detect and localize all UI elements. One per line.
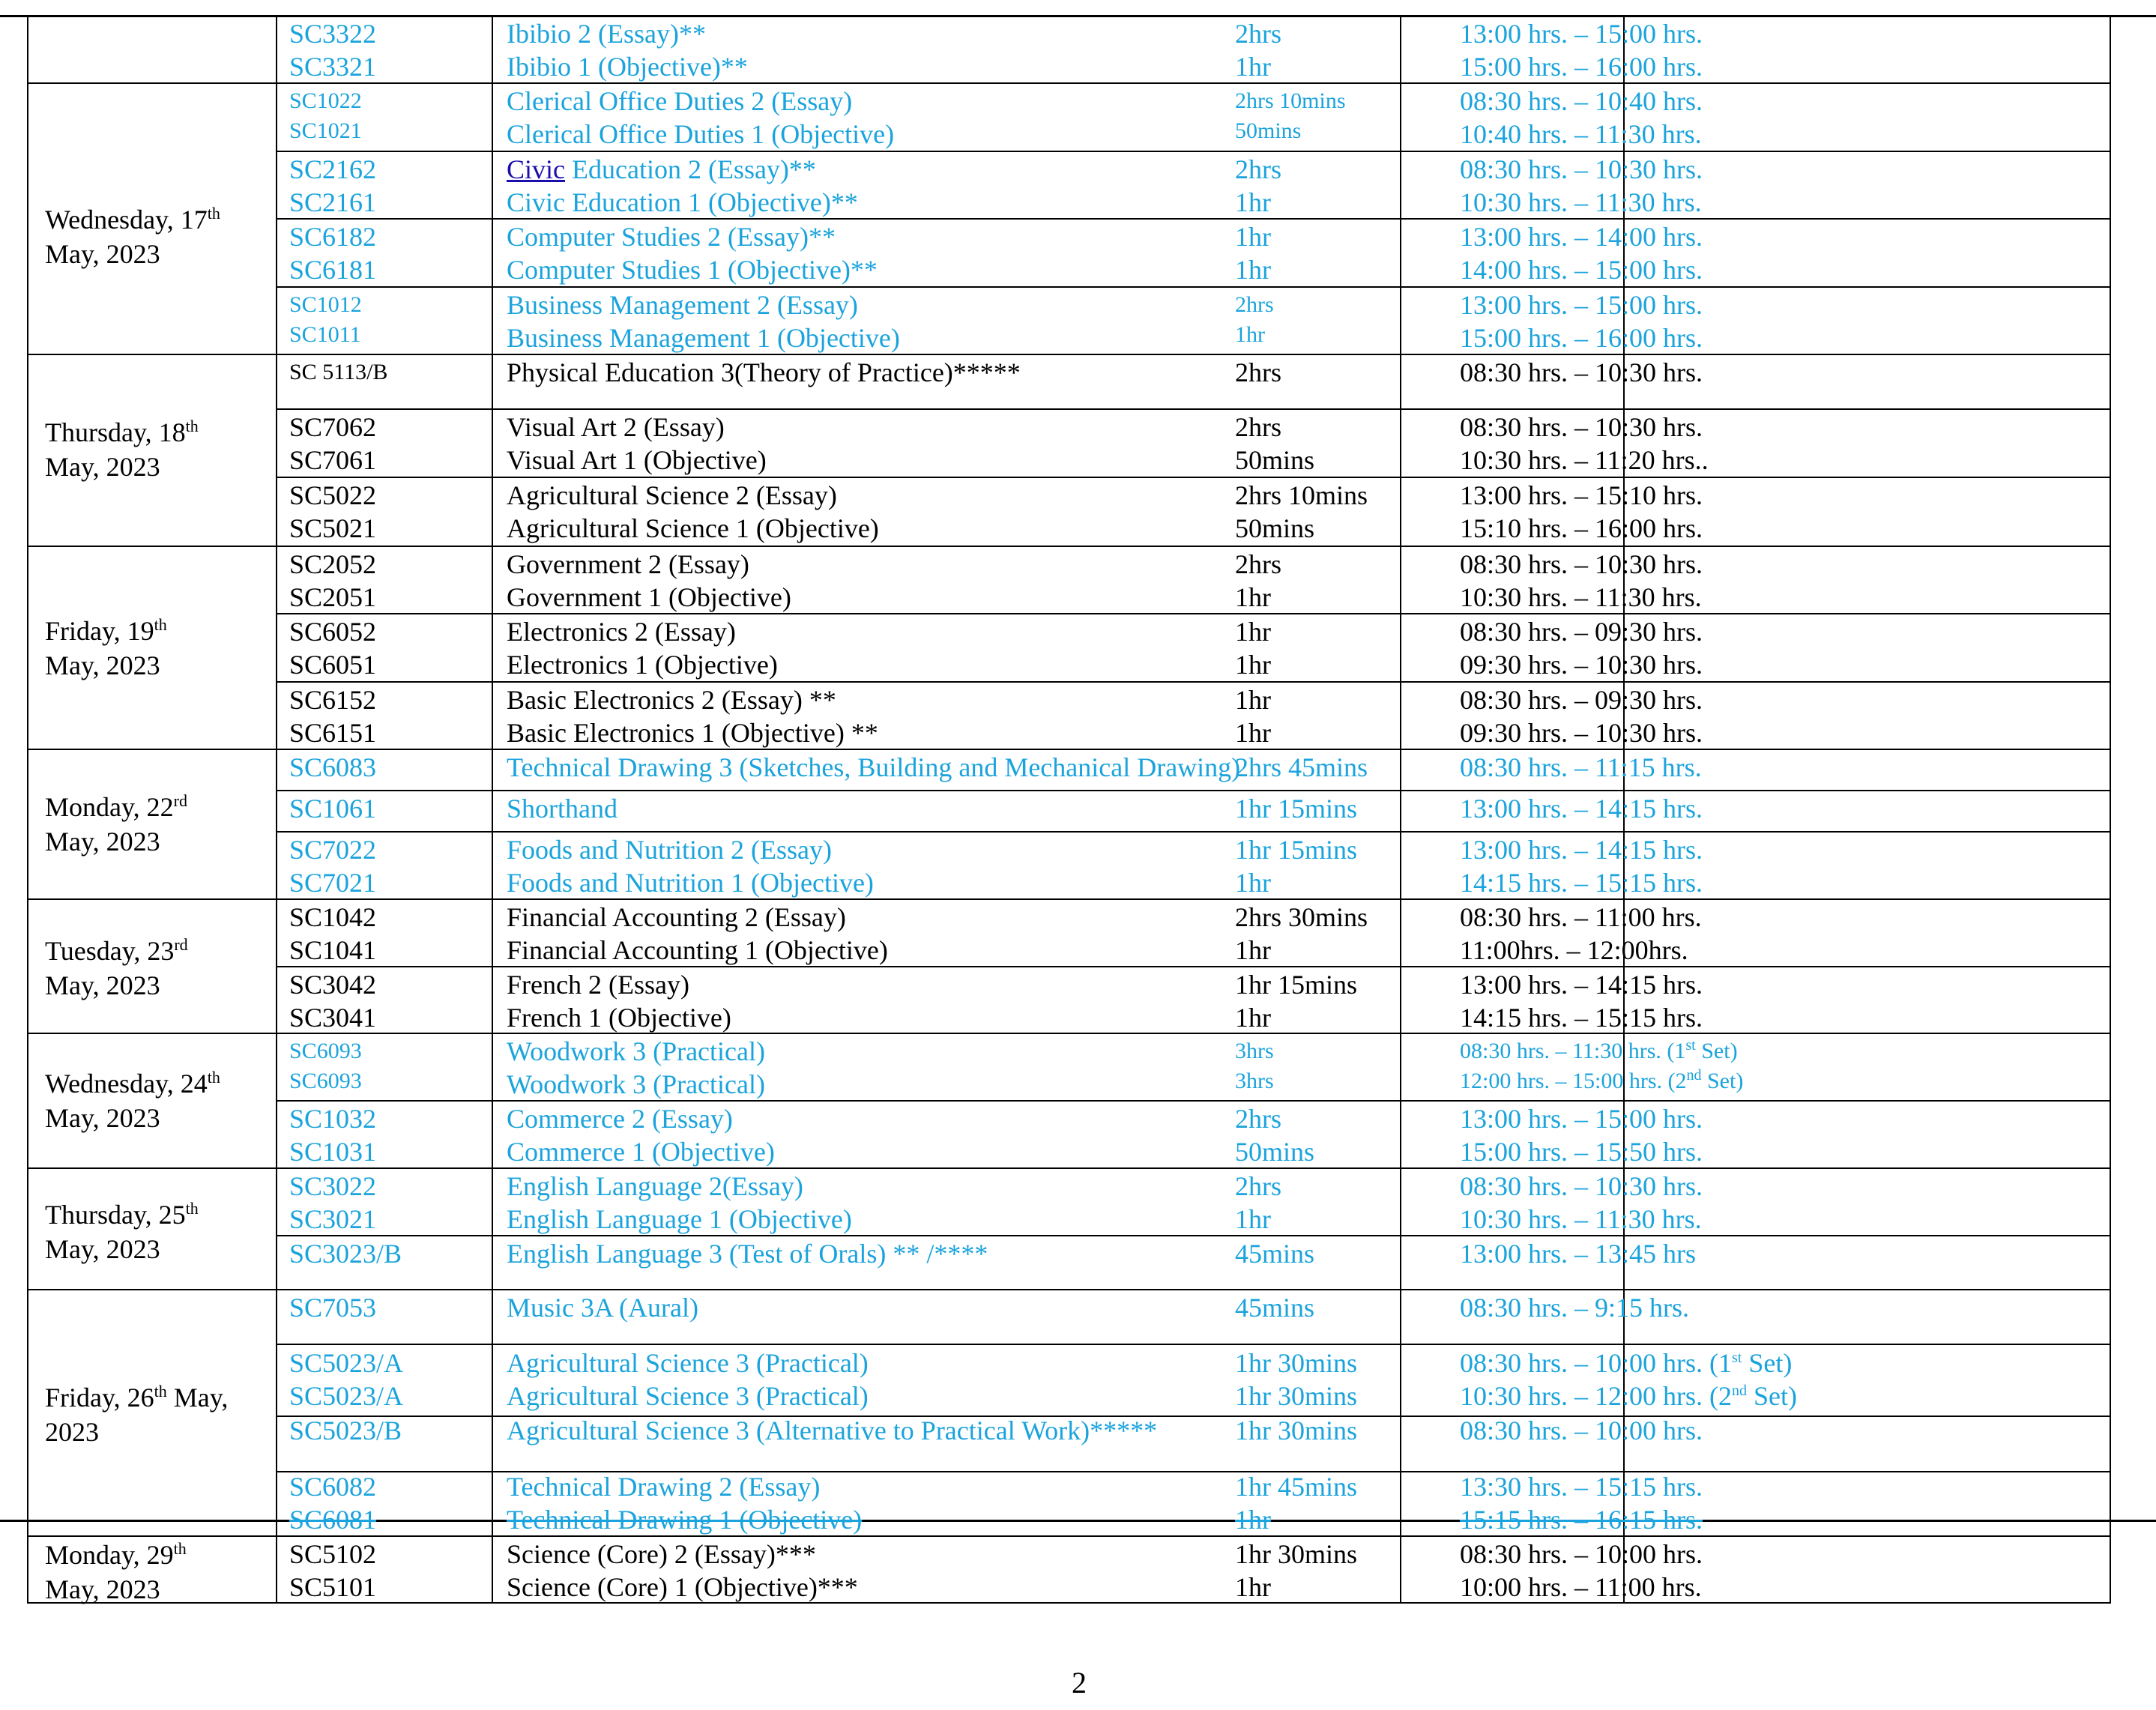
day-thursday-18: Thursday, 18th May, 2023 [45, 417, 199, 482]
row-divider [276, 151, 2110, 152]
civic-link[interactable]: Civic [507, 154, 565, 184]
row-divider [276, 408, 2110, 410]
col-divider-code [492, 16, 493, 1602]
col-divider-day [276, 16, 277, 1602]
exam-timetable: Wednesday, 17th May, 2023 Thursday, 18th May, 2023 Friday, 19th May, 2023 Monday, 22rd May, 2023 Tuesday, 23rd May, 2023 Wednesday, 24th May, 2023 Thursday, 25th May, 2023 Friday, 26th May, 2023 Monday, 29th May, 2023 SC3322 SC3321 Ibibio 2 (Essay)** Ibibio 1 (Objective)** 2hrs 1hr 13:00 hrs. – 15:00 hrs. 15:00 hrs. – 16:00 hrs. SC1022 SC1021 Clerical Office Duties 2 (Essay) Clerical Office Duties 1 (Objective) 2hrs 10mins 50mins 08:30 hrs. – 10:40 hrs. 10:40 hrs. – 11:30 hrs. SC2162 SC2161 Civic Education 2 (Essay)** Civic Education 1 (Objective)** 2hrs 1hr 08:30 hrs. – 10:30 hrs. 10:30 hrs. – 11:30 hrs. SC6182 SC6181 Computer Studies 2 (Essay)** Computer Studies 1 (Objective)** 1hr 1hr 13:00 hrs. – 14:00 hrs. 14:00 hrs. – 15:00 hrs. SC1012 SC1011 Business Management 2 (Essay) Business Management 1 (Objective) 2hrs 1hr 13:00 hrs. – 15:00 hrs. 15:00 hrs. – 16:00 hrs. SC 5113/B Physical Education 3(Theory of Practice)***** 2hrs 08:30 hrs. – 10:30 hrs. SC7062 SC7061 Visual Art 2 (Essay) Visual Art 1 (Objective) 2hrs 50mins 08:30 hrs. – 10:30 hrs. 10:30 hrs. – 11:20 hrs.. SC5022 SC5021 Agricultural Science 2 (Essay) Agricultural Science 1 (Objective) 2hrs 10mins 50mins 13:00 hrs. – 15:10 hrs. 15:10 hrs. – 16:00 hrs. SC2052 SC2051 Government 2 (Essay) Government 1 (Objective) 2hrs 1hr 08:30 hrs. – 10:30 hrs. 10:30 hrs. – 11:30 hrs. SC6052 SC6051 Electronics 2 (Essay) Electronics 1 (Objective) 1hr 1hr 08:30 hrs. – 09:30 hrs. 09:30 hrs. – 10:30 hrs. SC6152 SC6151 Basic Electronics 2 (Essay) ** Basic Electronics 1 (Objective) ** 1hr 1hr 08:30 hrs. – 09:30 hrs. 09:30 hrs. – 10:30 hrs. SC6083 Technical Drawing 3 (Sketches, Building and Mechanical Drawing) 2hrs 45mins 08:30 hrs. – 11:15 hrs. SC1061 Shorthand 1hr 15mins 13:00 hrs. – 14:15 hrs. SC7022 SC7021 Foods and Nutrition 2 (Essay) Foods and Nutrition 1 (Objective) 1hr 15mins 1hr 13:00 hrs. – 14:15 hrs. 14:15 hrs. – 15:15 hrs. SC1042 SC1041 Financial Accounting 2 (Essay) Financial Accounting 1 (Objective) 2hrs 30mins 1hr 08:30 hrs. – 11:00 hrs. 11:00hrs. – 12:00hrs. SC3042 SC3041 French 2 (Essay) French 1 (Objective) 1hr 15mins 1hr 13:00 hrs. – 14:15 hrs. 14:15 hrs. – 15:15 hrs. SC6093 SC6093 Woodwork 3 (Practical) Woodwork 3 (Practical) 3hrs 3hrs 08:30 hrs. – 11:30 hrs. (1st Set) 12:00 hrs. – 15:00 hrs. (2nd Set) SC1032 SC1031 Commerce 2 (Essay) Commerce 1 (Objective) 2hrs 50mins 13:00 hrs. – 15:00 hrs. 15:00 hrs. – 15:50 hrs. SC3022 SC3021 English Language 2(Essay) English Language 1 (Objective) 2hrs 1hr 08:30 hrs. – 10:30 hrs. 10:30 hrs. – 11:30 hrs. SC3023/B English Language 3 (Test of Orals) ** /**** 45mins 13:00 hrs. – 13:45 hrs SC7053 Music 3A (Aural) 45mins 08:30 hrs. – 9:15 hrs. SC5023/A SC5023/A Agricultural Science 3 (Practical) Agricultural Science 3 (Practical) 1hr 30mins 1hr 30mins 08:30 hrs. – 10:00 hrs. (1st Set) 10:30 hrs. – 12:00 hrs. (2nd Set) SC5023/B Agricultural Science 3 (Alternative to Practical Work)***** 1hr 30mins 08:30 hrs. – 10:00 hrs. SC6082 SC6081 Technical Drawing 2 (Essay) Technical Drawing 1 (Objective) 1hr 45mins 1hr 13:30 hrs. – 15:15 hrs. 15:15 hrs. – 16:15 hrs. SC5102 SC5101 Science (Core) 2 (Essay)*** Science (Core) 1 (Objective)*** 1hr 30mins 1hr 08:30 hrs. – 10:00 hrs. 10:00 hrs. – 11:00 hrs. [27, 15, 2111, 1604]
row-divider [276, 477, 2110, 478]
page-number: 2 [1072, 1666, 1087, 1700]
day-friday-19: Friday, 19th May, 2023 [45, 615, 167, 680]
day-tuesday-23: Tuesday, 23rd May, 2023 [45, 935, 188, 1000]
day-monday-22: Monday, 22rd May, 2023 [45, 791, 187, 856]
day-friday-26: Friday, 26th May, 2023 [45, 1382, 229, 1447]
day-monday-29: Monday, 29th May, 2023 [45, 1539, 187, 1604]
row-divider [276, 681, 2110, 683]
day-thursday-25: Thursday, 25th May, 2023 [45, 1199, 199, 1264]
day-divider [28, 546, 2110, 547]
row-divider [276, 831, 2110, 833]
row-divider [276, 286, 2110, 288]
row-divider [276, 1344, 2110, 1345]
day-wednesday-17: Wednesday, 17th May, 2023 [45, 204, 220, 269]
day-wednesday-24: Wednesday, 24th May, 2023 [45, 1068, 220, 1133]
day-divider [28, 1289, 2110, 1290]
row-divider [276, 790, 2110, 791]
day-divider [28, 354, 2110, 355]
col-divider-subject [1400, 16, 1401, 1602]
